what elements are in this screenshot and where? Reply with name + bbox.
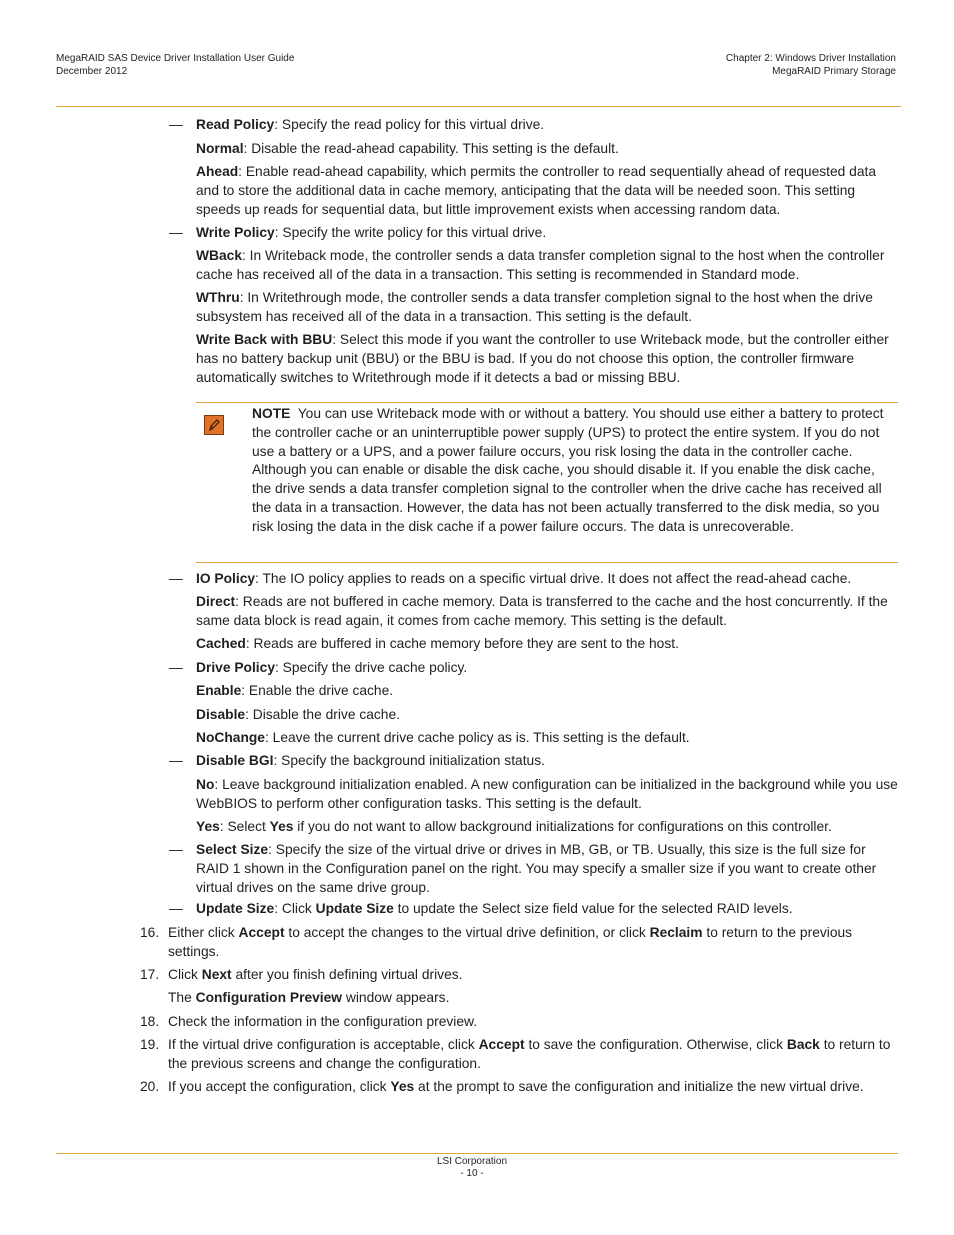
io-direct: Direct: Reads are not buffered in cache memory. Data is transferred to the cache and the host concurrently. If the same data block is read again, it comes from cache memory. This setting is the default.	[196, 594, 888, 628]
drive-nochange: NoChange: Leave the current drive cache policy as is. This setting is the default.	[196, 730, 690, 745]
em-dash: —	[169, 901, 183, 916]
bgi-no: No: Leave background initialization enabled. A new configuration can be initialized in the background while you use WebBIOS to perform other configuration tasks. This setting is the default.	[196, 777, 898, 811]
option-write-policy: — Write Policy: Specify the write policy for this virtual drive.	[196, 224, 900, 243]
step-17: 17. Click Next after you finish defining virtual drives.	[140, 967, 463, 982]
option-disable-bgi: — Disable BGI: Specify the background initialization status.	[196, 752, 900, 771]
em-dash: —	[169, 117, 183, 132]
note-text: NOTE You can use Writeback mode with or without a battery. You should use either a battery to protect the controller cache or an uninterruptible power supply (UPS) to protect the entire system. If you do not use a battery or a UPS, and a power failure occurs, you risk losing the data in the controller cache. Although you can enable or disable the disk cache, you should disable it. If you enable the disk cache, the drive sends a data transfer completion signal to the controller when the drive cache has received all the data in a transaction. However, the data has not been actually transferred to the disk media, so you risk losing the data in the disk cache if a power failure occurs. The data is unrecoverable.	[252, 406, 888, 534]
em-dash: —	[169, 842, 183, 857]
page-footer	[0, 1156, 944, 1180]
em-dash: —	[169, 660, 183, 675]
read-normal: Normal: Disable the read-ahead capability. This setting is the default.	[196, 141, 619, 156]
step-16: 16. Either click Accept to accept the changes to the virtual drive definition, or click Reclaim to return to the previous settings.	[140, 925, 853, 959]
em-dash: —	[169, 571, 183, 586]
write-wback: WBack: In Writeback mode, the controller sends a data transfer completion signal to the host when the controller cache has received all of the data in a transaction. This setting is recommended in Standard mode.	[196, 248, 885, 282]
step-19: 19. If the virtual drive configuration is acceptable, click Accept to save the configuration. Otherwise, click Back to return to the previous screens and change the configuration.	[140, 1037, 891, 1071]
option-select-size: — Select Size: Specify the size of the virtual drive or drives in MB, GB, or TB. Usually, this size is the full size for RAID 1 shown in the Configuration panel on the right. You may specify a smaller size if you want to create other virtual drives on the same drive group.	[169, 842, 877, 895]
footer-company: LSI Corporation	[436, 1156, 508, 1167]
section-title: MegaRAID Primary Storage	[772, 66, 896, 77]
running-header-right	[726, 52, 896, 78]
option-read-policy: — Read Policy: Specify the read policy for this virtual drive.	[196, 116, 900, 135]
step-18: 18. Check the information in the configuration preview.	[140, 1014, 478, 1029]
em-dash: —	[169, 225, 183, 240]
drive-disable: Disable: Disable the drive cache.	[196, 707, 400, 722]
option-update-size: — Update Size: Click Update Size to update the Select size field value for the selected RAID levels.	[196, 900, 900, 919]
doc-date: December 2012	[56, 66, 128, 77]
note-box	[196, 402, 898, 563]
write-wthru: WThru: In Writethrough mode, the controller sends a data transfer completion signal to the host when the drive subsystem has received all of the data in a transaction. This setting is the default.	[196, 290, 873, 324]
bgi-yes: Yes: Select Yes if you do not want to allow background initializations for configurations on this controller.	[196, 819, 832, 834]
io-cached: Cached: Reads are buffered in cache memory before they are sent to the host.	[196, 636, 679, 651]
option-io-policy: — IO Policy: The IO policy applies to reads on a specific virtual drive. It does not affect the read-ahead cache.	[196, 570, 900, 589]
note-pencil-icon	[204, 415, 224, 435]
header-rule	[56, 106, 901, 107]
option-drive-policy: — Drive Policy: Specify the drive cache policy.	[196, 659, 900, 678]
chapter-title: Chapter 2: Windows Driver Installation	[725, 53, 896, 64]
doc-title: MegaRAID SAS Device Driver Installation User Guide	[56, 53, 295, 64]
footer-rule	[56, 1153, 898, 1154]
note-label: NOTE	[252, 406, 291, 421]
em-dash: —	[169, 753, 183, 768]
step-20: 20. If you accept the configuration, click Yes at the prompt to save the configuration and initialize the new virtual drive.	[140, 1079, 864, 1094]
read-ahead: Ahead: Enable read-ahead capability, which permits the controller to read sequentially ahead of requested data and to store the additional data in cache memory, anticipating that the data will be needed soon. This setting speeds up reads for sequential data, but little improvement exists when accessing random data.	[196, 164, 877, 217]
write-back-bbu: Write Back with BBU: Select this mode if you want the controller to use Writeback mode, but the controller either has no battery backup unit (BBU) or the BBU is bad. If you do not choose this option, the controller firmware automatically switches to Writethrough mode if it detects a bad or missing BBU.	[196, 332, 889, 385]
page-number: - 10 -	[460, 1168, 484, 1179]
step-17-result: The Configuration Preview window appears.	[168, 990, 450, 1005]
running-header-left	[56, 52, 294, 78]
drive-enable: Enable: Enable the drive cache.	[196, 683, 394, 698]
